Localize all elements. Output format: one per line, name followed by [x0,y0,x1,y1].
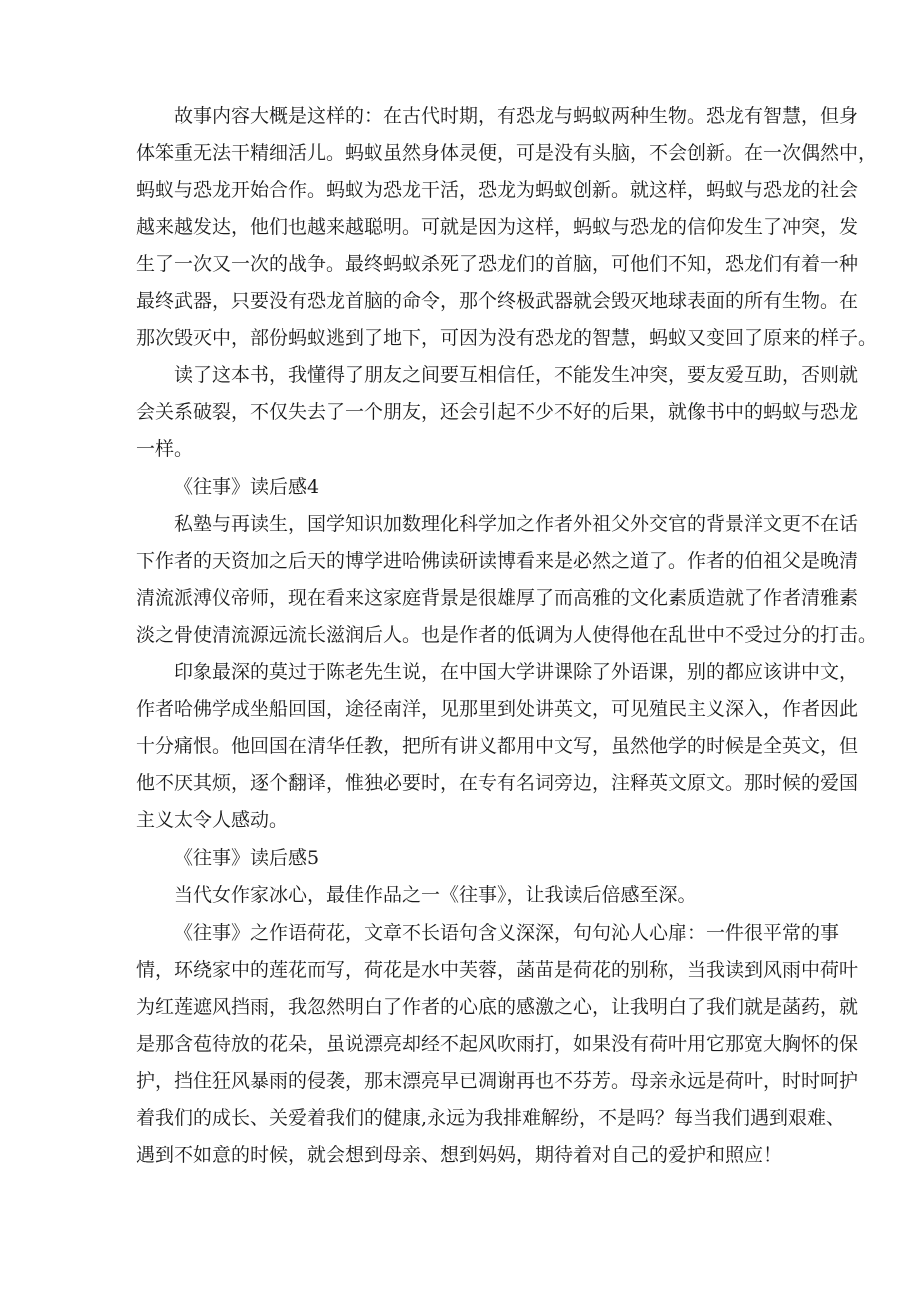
line-text: 一样。 [136,438,194,460]
line-text: 遇到不如意的时候，就会想到母亲、想到妈妈，期待着对自己的爱护和照应！ [136,1144,783,1166]
line-text: 蚂蚁与恐龙开始合作。蚂蚁为恐龙干活，恐龙为蚂蚁创新。就这样，蚂蚁与恐龙的社会 [136,179,859,201]
text-line [0,104,920,128]
line-text: 他不厌其烦，逐个翻译，惟独必要时，在专有名词旁边，注释英文原文。那时候的爱国 [136,772,859,794]
line-text: 主义太令人感动。 [136,809,289,831]
text-line [0,400,920,424]
line-text: 越来越发达，他们也越来越聪明。可就是因为这样，蚂蚁与恐龙的信仰发生了冲突，发 [136,216,859,238]
line-text: 私塾与再读生，国学知识加数理化科学加之作者外祖父外交官的背景洋文更不在话 [174,513,859,535]
text-line [0,808,920,832]
text-line [0,512,920,536]
section-heading [0,846,920,870]
text-line [0,734,920,758]
text-line [0,1143,920,1167]
text-line [0,437,920,461]
text-line [0,958,920,982]
heading-text: 《往事》读后感5 [174,847,320,869]
text-line [0,660,920,684]
line-text: 作者哈佛学成坐船回国，途径南洋，见那里到处讲英文，可见殖民主义深入，作者因此 [136,698,859,720]
line-text: 体笨重无法干精细活儿。蚂蚁虽然身体灵便，可是没有头脑，不会创新。在一次偶然中， [136,142,878,164]
line-text: 当代女作家冰心，最佳作品之一《往事》，让我读后倍感至深。 [174,884,697,906]
text-line [0,215,920,239]
text-line [0,141,920,165]
heading-text: 《往事》读后感4 [174,476,320,498]
line-text: 会关系破裂，不仅失去了一个朋友，还会引起不少不好的后果，就像书中的蚂蚁与恐龙 [136,401,859,423]
line-text: 故事内容大概是这样的：在古代时期，有恐龙与蚂蚁两种生物。恐龙有智慧，但身 [174,105,859,127]
text-line [0,1106,920,1130]
text-line [0,178,920,202]
line-text: 为红莲遮风挡雨，我忽然明白了作者的心底的感激之心，让我明白了我们就是菡药，就 [136,996,859,1018]
text-line [0,1069,920,1093]
line-text: 护，挡住狂风暴雨的侵袭，那末漂亮早已凋谢再也不芬芳。母亲永远是荷叶，时时呵护 [136,1070,859,1092]
line-text: 是那含苞待放的花朵，虽说漂亮却经不起风吹雨打，如果没有荷叶用它那宽大胸怀的保 [136,1033,859,1055]
line-text: 着我们的成长、关爱着我们的健康,永远为我排难解纷，不是吗？每当我们遇到艰难、 [136,1107,846,1129]
line-text: 下作者的天资加之后天的博学进哈佛读研读博看来是必然之道了。作者的伯祖父是晚清 [136,550,859,572]
text-line [0,586,920,610]
line-text: 十分痛恨。他回国在清华任教，把所有讲义都用中文写，虽然他学的时候是全英文，但 [136,735,859,757]
line-text: 最终武器，只要没有恐龙首脑的命令，那个终极武器就会毁灭地球表面的所有生物。在 [136,290,859,312]
text-line [0,289,920,313]
text-line [0,771,920,795]
text-line [0,363,920,387]
text-line [0,326,920,350]
section-heading [0,475,920,499]
text-line [0,549,920,573]
text-line [0,995,920,1019]
text-line [0,623,920,647]
text-line [0,252,920,276]
line-text: 那次毁灭中，部份蚂蚁逃到了地下，可因为没有恐龙的智慧，蚂蚁又变回了原来的样子。 [136,327,878,349]
text-line [0,883,920,907]
line-text: 印象最深的莫过于陈老先生说，在中国大学讲课除了外语课，别的都应该讲中文， [174,661,859,683]
text-line [0,1032,920,1056]
line-text: 《往事》之作语荷花，文章不长语句含义深深，句句沁人心扉：一件很平常的事 [174,922,840,944]
line-text: 淡之骨使清流源远流长滋润后人。也是作者的低调为人使得他在乱世中不受过分的打击。 [136,624,878,646]
line-text: 读了这本书，我懂得了朋友之间要互相信任，不能发生冲突，要友爱互助，否则就 [174,364,859,386]
line-text: 情，环绕家中的莲花而写，荷花是水中芙蓉，菡苗是荷花的别称，当我读到风雨中荷叶 [136,959,859,981]
line-text: 清流派溥仪帝师，现在看来这家庭背景是很雄厚了而高雅的文化素质造就了作者清雅素 [136,587,859,609]
line-text: 生了一次又一次的战争。最终蚂蚁杀死了恐龙们的首脑，可他们不知，恐龙们有着一种 [136,253,859,275]
text-line [0,921,920,945]
text-line [0,697,920,721]
